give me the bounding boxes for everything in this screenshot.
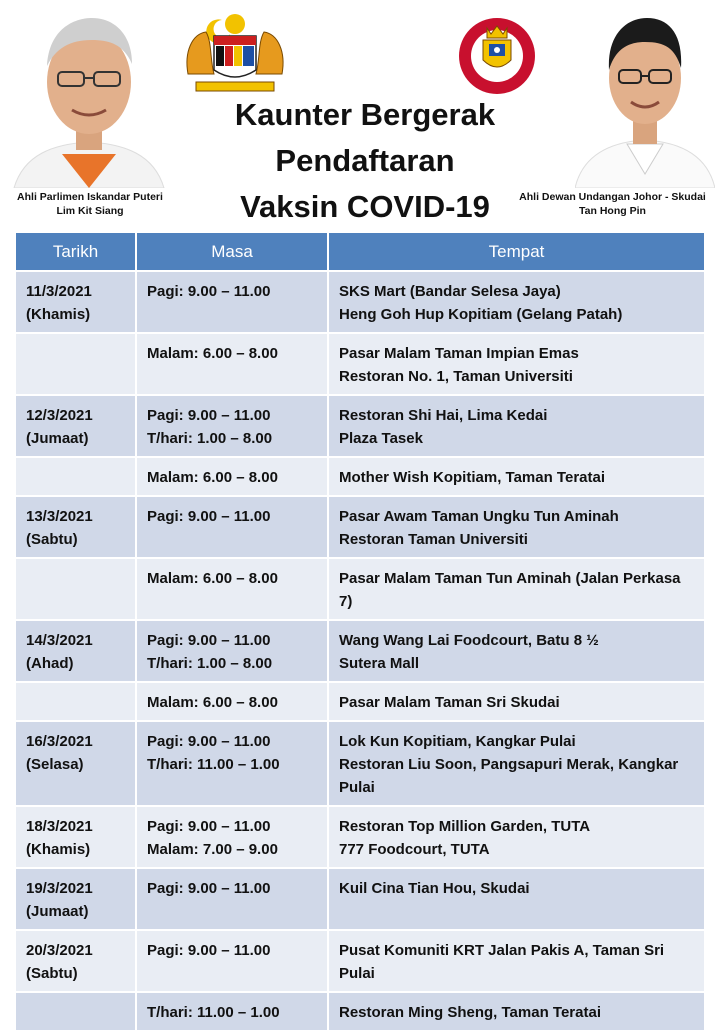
day-text: (Sabtu) (26, 965, 78, 982)
date-text: 12/3/2021 (26, 407, 93, 424)
venue-name: Lok Kun Kopitiam, Kangkar Pulai (339, 733, 576, 750)
table-row (16, 992, 704, 1030)
venue-name: Kuil Cina Tian Hou, Skudai (339, 880, 530, 897)
day-text: (Selasa) (26, 756, 84, 773)
time-cell (136, 868, 328, 930)
venue-cell (328, 930, 704, 992)
date-cell (16, 930, 136, 992)
venue-cell (328, 558, 704, 620)
date-cell (16, 457, 136, 496)
title-line-1: Kaunter Bergerak (234, 97, 496, 132)
date-text: 11/3/2021 (26, 283, 92, 300)
table-row (16, 721, 704, 806)
time-slot: T/hari: 11.00 – 1.00 (147, 1004, 280, 1021)
date-cell (16, 395, 136, 457)
time-cell (136, 558, 328, 620)
time-slot: Pagi: 9.00 – 11.00 (147, 733, 271, 750)
venue-cell (328, 721, 704, 806)
day-text: (Sabtu) (26, 531, 78, 548)
table-row (16, 930, 704, 992)
time-slot: Malam: 7.00 – 9.00 (147, 841, 278, 858)
venue-cell (328, 992, 704, 1030)
table-row (16, 558, 704, 620)
date-text: 14/3/2021 (26, 632, 93, 649)
date-cell (16, 868, 136, 930)
date-cell (16, 333, 136, 395)
column-header-date: Tarikh (16, 233, 136, 271)
table-body (16, 271, 704, 1030)
johor-state-assembly-emblem (453, 12, 541, 94)
right-portrait-photo (575, 4, 715, 188)
date-cell (16, 682, 136, 721)
date-text: 19/3/2021 (26, 880, 93, 897)
venue-name: Pasar Malam Taman Tun Aminah (Jalan Perkasa 7) (339, 570, 681, 610)
person-portrait-icon (575, 4, 715, 188)
venue-cell (328, 271, 704, 333)
venue-cell (328, 496, 704, 558)
time-slot: Pagi: 9.00 – 11.00 (147, 283, 271, 300)
venue-name: Restoran No. 1, Taman Universiti (339, 368, 573, 385)
time-cell (136, 496, 328, 558)
time-slot: Pagi: 9.00 – 11.00 (147, 942, 271, 959)
time-slot: Pagi: 9.00 – 11.00 (147, 880, 271, 897)
left-caption-role: Ahli Parlimen Iskandar Puteri (17, 191, 163, 203)
venue-cell (328, 333, 704, 395)
time-cell (136, 930, 328, 992)
table-row (16, 457, 704, 496)
date-cell (16, 806, 136, 868)
date-text: 13/3/2021 (26, 508, 93, 525)
time-slot: Pagi: 9.00 – 11.00 (147, 407, 271, 424)
time-cell (136, 457, 328, 496)
table-row (16, 620, 704, 682)
date-cell (16, 558, 136, 620)
date-text: 20/3/2021 (26, 942, 93, 959)
venue-cell (328, 806, 704, 868)
column-header-venue: Tempat (328, 233, 704, 271)
venue-name: Pasar Malam Taman Impian Emas (339, 345, 579, 362)
table-row (16, 682, 704, 721)
date-text: 18/3/2021 (26, 818, 93, 835)
time-slot: T/hari: 11.00 – 1.00 (147, 756, 280, 773)
venue-name: Wang Wang Lai Foodcourt, Batu 8 ½ (339, 632, 599, 649)
left-caption-name: Lim Kit Siang (56, 205, 124, 217)
date-cell (16, 620, 136, 682)
time-cell (136, 271, 328, 333)
poster-header (0, 0, 720, 232)
venue-name: SKS Mart (Bandar Selesa Jaya) (339, 283, 561, 300)
time-slot: Pagi: 9.00 – 11.00 (147, 632, 271, 649)
time-cell (136, 682, 328, 721)
day-text: (Ahad) (26, 655, 74, 672)
table-row (16, 333, 704, 395)
venue-name: Restoran Liu Soon, Pangsapuri Merak, Kangkar Pulai (339, 756, 679, 796)
table-header-row (16, 233, 704, 271)
time-slot: Pagi: 9.00 – 11.00 (147, 818, 271, 835)
venue-name: Sutera Mall (339, 655, 420, 672)
venue-name: Mother Wish Kopitiam, Taman Teratai (339, 469, 606, 486)
right-caption-name: Tan Hong Pin (579, 205, 646, 217)
time-slot: T/hari: 1.00 – 8.00 (147, 430, 273, 447)
left-caption (0, 190, 180, 218)
venue-name: Restoran Top Million Garden, TUTA (339, 818, 591, 835)
venue-name: Restoran Taman Universiti (339, 531, 528, 548)
title-line-3: Vaksin COVID-19 (240, 189, 490, 224)
vaccination-schedule-table (16, 233, 704, 1030)
day-text: (Jumaat) (26, 430, 89, 447)
time-cell (136, 395, 328, 457)
person-portrait-icon (4, 4, 174, 188)
malaysia-coat-of-arms (182, 12, 288, 94)
venue-name: Pusat Komuniti KRT Jalan Pakis A, Taman Sri Pulai (339, 942, 665, 982)
left-portrait-photo (4, 4, 174, 188)
venue-cell (328, 457, 704, 496)
venue-name: Restoran Shi Hai, Lima Kedai (339, 407, 548, 424)
time-slot: Malam: 6.00 – 8.00 (147, 694, 278, 711)
column-header-time: Masa (136, 233, 328, 271)
time-cell (136, 620, 328, 682)
time-cell (136, 992, 328, 1030)
venue-name: Heng Goh Hup Kopitiam (Gelang Patah) (339, 306, 623, 323)
venue-cell (328, 620, 704, 682)
time-cell (136, 806, 328, 868)
venue-name: Pasar Awam Taman Ungku Tun Aminah (339, 508, 619, 525)
date-cell (16, 271, 136, 333)
page-title (215, 92, 515, 230)
time-slot: Pagi: 9.00 – 11.00 (147, 508, 271, 525)
time-slot: Malam: 6.00 – 8.00 (147, 345, 278, 362)
table-row (16, 271, 704, 333)
day-text: (Khamis) (26, 306, 91, 323)
venue-cell (328, 868, 704, 930)
venue-name: Restoran Ming Sheng, Taman Teratai (339, 1004, 601, 1021)
day-text: (Khamis) (26, 841, 91, 858)
table-row (16, 806, 704, 868)
table-row (16, 496, 704, 558)
time-slot: Malam: 6.00 – 8.00 (147, 570, 278, 587)
time-cell (136, 721, 328, 806)
table-row (16, 395, 704, 457)
venue-cell (328, 682, 704, 721)
date-cell (16, 721, 136, 806)
right-caption-role: Ahli Dewan Undangan Johor - Skudai (519, 191, 706, 203)
table-row (16, 868, 704, 930)
day-text: (Jumaat) (26, 903, 89, 920)
state-crest-icon (453, 12, 541, 94)
venue-name: Plaza Tasek (339, 430, 423, 447)
venue-name: Pasar Malam Taman Sri Skudai (339, 694, 560, 711)
venue-cell (328, 395, 704, 457)
time-slot: T/hari: 1.00 – 8.00 (147, 655, 273, 672)
time-cell (136, 333, 328, 395)
venue-name: 777 Foodcourt, TUTA (339, 841, 490, 858)
right-caption (505, 190, 720, 218)
date-text: 16/3/2021 (26, 733, 93, 750)
time-slot: Malam: 6.00 – 8.00 (147, 469, 278, 486)
coat-of-arms-icon (182, 12, 288, 94)
date-cell (16, 496, 136, 558)
title-line-2: Pendaftaran (275, 143, 455, 178)
date-cell (16, 992, 136, 1030)
